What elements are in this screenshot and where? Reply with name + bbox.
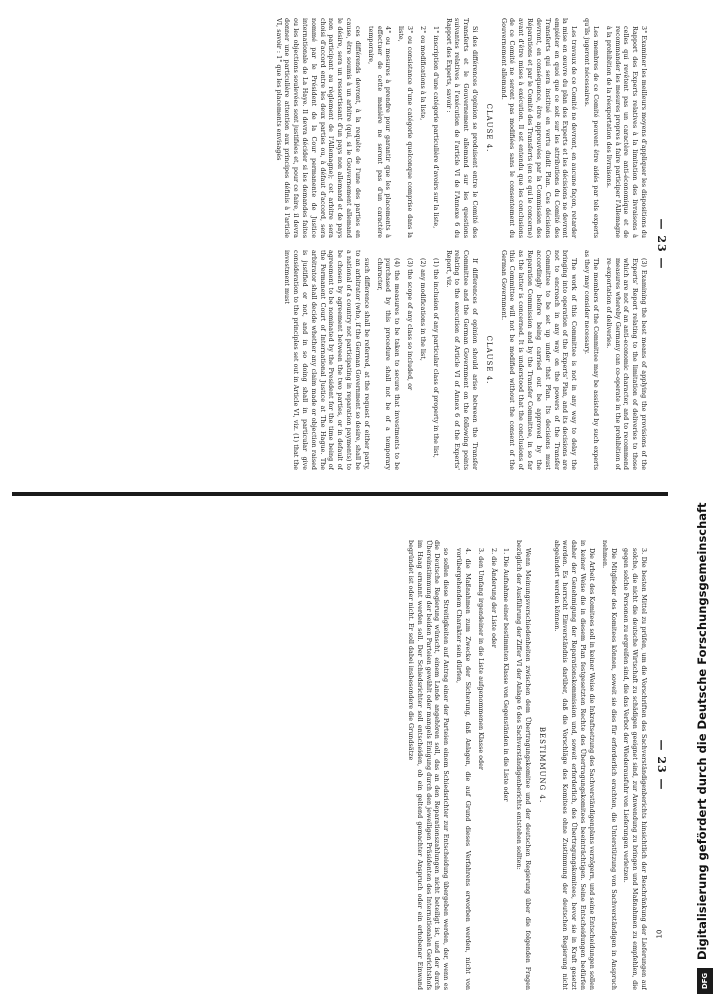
en-para3: If differences of opinion should arise between the Transfer Committee and the German Government on the following points relating to the execution of Article VI of Annex 6 of the Experts' Report, viz. <box>444 250 480 470</box>
left-page-number: — 23 — <box>655 218 668 270</box>
dfg-logo-text: DFG <box>701 972 709 990</box>
en-list2: (2) any modifications in the list, <box>418 258 427 361</box>
fr-list2: 2° ou modifications à la liste, <box>418 26 427 121</box>
fr-list4: 4° ou mesures à prendre pour garantir que les placements à effectuer de cette manière ne seront pas d'un caractère temporaire, <box>366 26 393 238</box>
left-page-columns <box>270 18 648 470</box>
dfg-credit-text: Digitalisierung gefördert durch die Deutsche Forschungsgemeinschaft <box>695 502 709 960</box>
de-item3: 3. Die besten Mittel zu prüfen, um die Vorschriften des Sachverständigenberichts hinsichtlich der Beschränkung der Lieferungen auf solche, die nicht die deutsche Wirtschaft zu schädigen geeignet sind, zur Anwendung zu bringen und Maßnahmen zu empfehlen, die gegen solche Personen zu ergreifen sind, die das Verbot der Wiederausfuhr von Lieferungen verletzen. <box>622 548 648 990</box>
fr-item3: 3° Examiner les meilleurs moyens d'appliquer les dispositions du Rapport des Experts relatives à la limitation des livraisons à celles qui revêtent pas un caractère anti-économique et de recommander les mesures propres à faire participer l'Allemagne à la prohibition de la réexportation des livraisons. <box>604 26 648 238</box>
german-column <box>402 540 648 990</box>
dfg-logo-icon <box>697 968 713 994</box>
en-list3: (3) the scope of any class so included, or <box>406 258 415 391</box>
en-list4: (4) the measures to be taken to secure that investments to be purchased by this procedure shall not be of a temporary character, <box>375 258 402 470</box>
de-list1: 1. Die Aufnahme einer bestimmten Klasse von Gegenständen in die Liste oder <box>502 548 511 802</box>
de-para2: Die Arbeit des Komitees soll in keiner Weise die Inkraftsetzung des Sachverständigenplans verzögern, und seine Entscheidungen sollen in keiner Weise die in diesem Plan festgesetzten Rechte des Übertragungskomitees beeinträchtigen. Seine Entscheidungen bedürfen daher der Genehmigung der Reparationskommission und, soweit erforderlich, des Übertragungskomitees, bevor sie in Kraft gesetzt werden. Es herrscht Einverständnis darüber, daß die Vorschläge des Komitees ohne Zustimmung der deutschen Regierung nicht abgeändert werden können. <box>552 540 596 990</box>
en-para1: The members of the Committee may be assisted by such experts as they may consider necessary. <box>583 250 600 470</box>
right-page <box>8 540 668 990</box>
right-page-columns <box>402 540 648 990</box>
sheet-number: 10 <box>655 929 664 939</box>
de-list3: 3. den Umfang irgendeiner in die Liste aufgenommenen Klasse oder <box>476 548 485 770</box>
english-column <box>270 250 648 470</box>
page-divider <box>12 492 668 496</box>
de-para3: Wenn Meinungsverschiedenheiten zwischen dem Übertragungskomitee und der deutschen Regierung über die folgenden Fragen bezüglich der Ausführung der Ziffer VI der Anlage 6 des Sachverständigenberichts entstehen sollten: <box>515 540 533 990</box>
left-page <box>8 18 668 470</box>
fr-para4: ces différends devront, à la requête de l'une des parties en cause, être soumis à un arbitre (qui, si le Gouvernement allemand le désire, sera un ressortissant d'un pays non allemand et de pays non participant au règlement de l'Allemagne); cet arbitre sera choisi d'accord entre les deux parties ou, à défaut d'accord, sera nommé par le Président de la Cour permanente de Justice internationale de La Haye. Il devra décider si les demandes faites ou les objections soulevées sont justifiées et, pour ce faire, il devra donner une particulière attention aux principes définis à l'article VI, savoir : 1° que les placements envisagés <box>274 18 362 238</box>
en-list1: (1) the inclusion of any particular class of property in the list, <box>431 258 440 458</box>
fr-para1: Les membres de ce Comité peuvent être aidés par tels experts qu'ils jugeront nécessaires. <box>583 18 600 238</box>
de-list2: 2. die Änderung der Liste oder <box>489 548 498 648</box>
fr-list1: 1° inscription d'une catégorie particulière d'avoirs sur la liste, <box>431 26 440 229</box>
en-para2: The work of this Committee is not in any way to delay the bringing into operation of the Experts' Plan, and its decisions are not to encroach in any way on the powers of the Transfer Committee to be set up under that Plan. Its decisions must accordingly before being carried out be approved by the Reparation Commission and by the Transfer Committee, in so far as the latter is concerned. It is understood that the conclusions of this Committee will not be modified without the consent of the German Government. <box>499 250 579 470</box>
de-heading: BESTIMMUNG 4. <box>537 726 546 804</box>
de-para4: so sollen diese Streitigkeiten auf Antrag einer der Parteien einem Schiedsrichter zur Entscheidung übergeben werden, der, wenn es die Deutsche Regierung wünscht, einem Lande angehören soll, das an den Reparationszahlungen nicht beteiligt ist, und der durch Übereinstimmung der beiden Parteien gewählt oder mangels Einigung durch den jeweiligen Präsidenten des Internationalen Gerichtshofs im Haag ernannt werden soll. Der Schiedsrichter soll entscheiden, ob ein geltend gemachter Anspruch oder ein erhobener Einwand begründet ist oder nicht. Er soll dabei insbesondere die Grundsätze <box>406 540 451 990</box>
fr-list3: 3° ou consistance d'une catégorie quelconque comprise dans la liste, <box>397 26 415 238</box>
de-para1: Die Mitglieder des Komitees können, soweit sie dies für erforderlich erachten, die Unterstützung von Sachverständigen in Anspruch nehmen. <box>600 540 618 990</box>
right-page-number: — 23 — <box>655 739 668 791</box>
dfg-credit-strip <box>695 0 715 1000</box>
en-item3: (3) Examining the best means of applying the provisions of the Experts' Report relating to the limitation of deliveries to those which are not of an anti-economic character, and to recommend measures whereby Germany can co-operate in the prohibition of re-exportation of deliveries. <box>604 258 648 470</box>
fr-para3: Si des différences d'opinion se produisent entre le Comité des Transferts et le Gouvernement allemand sur les questions suivantes relatives à l'exécution de l'article VI de l'Annexe 6 du Rapport des Experts, savoir : <box>444 18 480 238</box>
de-list4: 4. die Maßnahmen zum Zwecke der Sicherung, daß Anlagen, die auf Grund dieses Verfahrens erworben werden, nicht von vorübergehendem Charakter sein dürfen, <box>455 548 472 990</box>
fr-para2: Les travaux de ce Comité ne devront, en aucune façon, retarder la mise en œuvre du plan des Experts et les décisions ne devront empiéter en quoi que ce soit sur les attributions du Comité des Transferts qui sera institué en vertu dudit Plan. Ces décisions devront, en conséquence, être approuvées par la Commission des Réparations et par le Comité des Transferts (en ce qui le concerne) avant d'être mises à exécution. Il est entendu que les conclusions de ce Comité ne seront pas modifiées sans le consentement du Gouvernement allemand. <box>499 18 579 238</box>
en-para4: such difference shall be referred, at the request of either party, to an arbitrator (who, if the German Government so desire, shall be a national of a country not participating in reparation payments) to be chosen by agreement between the two parties, or in default of agreement to be nominated by the President for the time being of the Permanent Court of International Justice at The Hague. The arbitrator shall decide whether any claim made or objection raised is justified or not, and in so doing shall in particular give consideration to the principles set out in Article VI, viz. (1) that the investment must <box>283 250 371 470</box>
fr-heading: CLAUSE 4. <box>484 103 493 153</box>
en-heading: CLAUSE 4. <box>484 335 493 385</box>
french-column <box>270 18 648 238</box>
